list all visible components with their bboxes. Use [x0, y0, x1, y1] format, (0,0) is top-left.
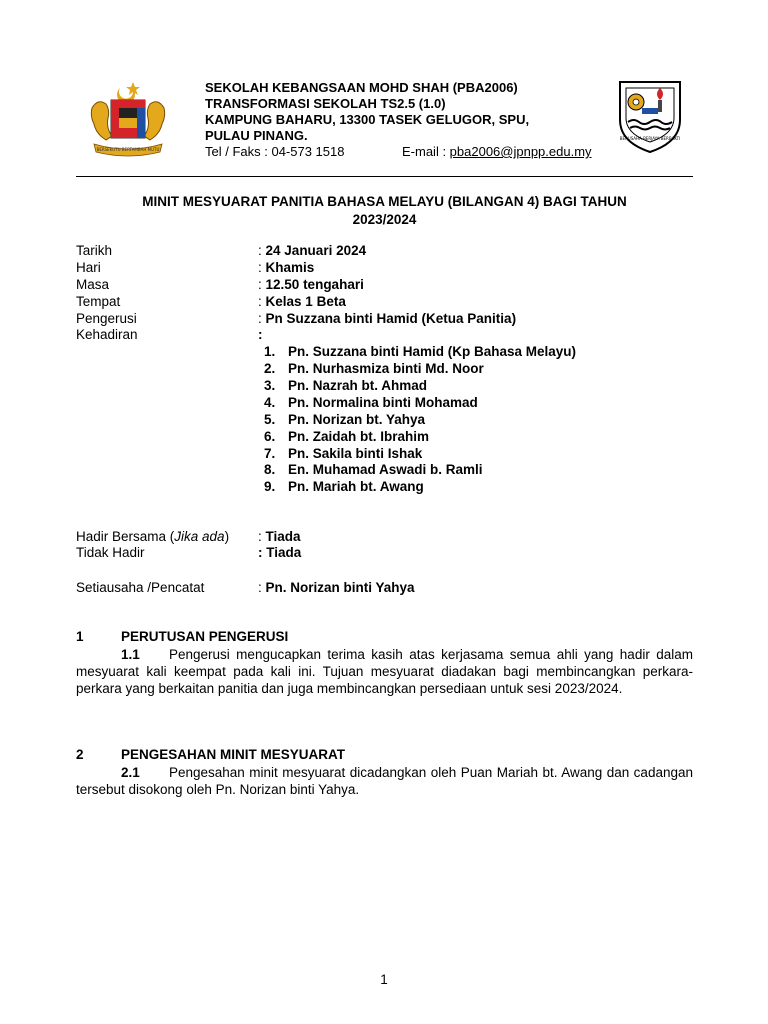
section-2-paragraph	[76, 764, 693, 798]
detail-row-setiausaha	[0, 580, 768, 597]
email-row	[402, 144, 592, 160]
hadir-bersama-italic: Jika ada	[174, 529, 225, 544]
attendance-name: En. Muhamad Aswadi b. Ramli	[288, 462, 483, 477]
separator: :	[258, 311, 262, 326]
setiausaha-label: Setiausaha /Pencatat	[76, 580, 205, 595]
program-name: TRANSFORMASI SEKOLAH TS2.5 (1.0)	[205, 96, 446, 111]
attendance-item	[264, 412, 425, 429]
section-2-1-number: 2.1	[121, 765, 140, 780]
tempat-value-wrap	[258, 294, 346, 311]
hadir-bersama-label	[76, 529, 229, 546]
hari-value-wrap	[258, 260, 314, 277]
detail-row-masa	[0, 277, 768, 294]
section-1-number: 1	[76, 629, 84, 644]
setiausaha-value: Pn. Norizan binti Yahya	[265, 580, 415, 595]
detail-row-kehadiran	[0, 327, 768, 344]
detail-row-hari	[0, 260, 768, 277]
attendance-name: Pn. Norizan bt. Yahya	[288, 412, 426, 427]
detail-row-hadir-bersama	[0, 529, 768, 546]
attendance-item	[264, 378, 427, 395]
attendance-name: Pn. Zaidah bt. Ibrahim	[288, 429, 430, 444]
tel-fax: Tel / Faks : 04-573 1518	[205, 144, 345, 159]
attendance-num: 6.	[264, 429, 276, 444]
attendance-num: 9.	[264, 479, 276, 494]
pengerusi-label: Pengerusi	[76, 311, 137, 326]
masa-value-wrap	[258, 277, 364, 294]
attendance-name: Pn. Nurhasmiza binti Md. Noor	[288, 361, 484, 376]
attendance-item	[264, 344, 576, 361]
attendance-name: Pn. Normalina binti Mohamad	[288, 395, 478, 410]
attendance-item	[264, 429, 429, 446]
header-divider	[76, 176, 693, 177]
tidak-hadir-value: : Tiada	[258, 545, 302, 560]
tarikh-value-wrap	[258, 243, 366, 260]
attendance-item	[264, 479, 424, 496]
detail-row-tidak-hadir	[0, 545, 768, 562]
tidak-hadir-label: Tidak Hadir	[76, 545, 145, 560]
separator: :	[258, 529, 262, 544]
school-crest-emblem	[612, 74, 688, 154]
tarikh-value: 24 Januari 2024	[265, 243, 367, 258]
separator: :	[258, 260, 262, 275]
kehadiran-label: Kehadiran	[76, 327, 138, 342]
masa-label: Masa	[76, 277, 110, 292]
page-number: 1	[380, 972, 388, 987]
section-1-title: PERUTUSAN PENGERUSI	[121, 629, 289, 644]
separator: :	[258, 243, 262, 258]
attendance-num: 7.	[264, 446, 276, 461]
email-label: E-mail :	[402, 144, 450, 159]
hari-value: Khamis	[265, 260, 315, 275]
section-1-1-text: Pengerusi mengucapkan terima kasih atas kerjasama semua ahli yang hadir dalam mesyuarat kali keempat pada kali ini. Tujuan mesyuarat diadakan bagi membincangkan perkara-perkara yang berkaitan panitia dan juga membincangkan persediaan untuk sesi 2023/2024.	[76, 647, 693, 696]
separator: :	[258, 294, 262, 309]
attendance-item	[264, 462, 483, 479]
pengerusi-value: Pn Suzzana binti Hamid (Ketua Panitia)	[265, 311, 517, 326]
detail-row-tarikh	[0, 243, 768, 260]
section-2-number: 2	[76, 747, 84, 762]
hadir-bersama-value-wrap	[258, 529, 301, 546]
minutes-title-line-1: MINIT MESYUARAT PANITIA BAHASA MELAYU (BILANGAN 4) BAGI TAHUN	[142, 194, 627, 209]
attendance-num: 4.	[264, 395, 276, 410]
detail-row-pengerusi	[0, 311, 768, 328]
section-1-1-number: 1.1	[121, 647, 140, 662]
section-2-1-text: Pengesahan minit mesyuarat dicadangkan oleh Puan Mariah bt. Awang dan cadangan tersebut disokong oleh Pn. Norizan binti Yahya.	[76, 765, 693, 797]
masa-value: 12.50 tengahari	[265, 277, 364, 292]
attendance-name: Pn. Suzzana binti Hamid (Kp Bahasa Melayu)	[288, 344, 577, 359]
school-name: SEKOLAH KEBANGSAAN MOHD SHAH (PBA2006)	[205, 80, 518, 95]
attendance-item	[264, 361, 484, 378]
hadir-bersama-label-text: Hadir Bersama (	[76, 529, 175, 544]
pengerusi-value-wrap	[258, 311, 516, 328]
address-line-1: KAMPUNG BAHARU, 13300 TASEK GELUGOR, SPU,	[205, 112, 530, 127]
attendance-name: Pn. Sakila binti Ishak	[288, 446, 423, 461]
kehadiran-separator: :	[258, 327, 263, 342]
section-1-paragraph	[76, 646, 693, 697]
attendance-name: Pn. Nazrah bt. Ahmad	[288, 378, 428, 393]
hadir-bersama-close: )	[224, 529, 230, 544]
hari-label: Hari	[76, 260, 101, 275]
attendance-item	[264, 446, 422, 463]
tarikh-label: Tarikh	[76, 243, 113, 258]
section-2-title: PENGESAHAN MINIT MESYUARAT	[121, 747, 346, 762]
email-link[interactable]: pba2006@jpnpp.edu.my	[449, 144, 592, 159]
attendance-name: Pn. Mariah bt. Awang	[288, 479, 424, 494]
minutes-title-line-2: 2023/2024	[352, 212, 417, 227]
attendance-num: 8.	[264, 462, 276, 477]
attendance-num: 1.	[264, 344, 276, 359]
svg-text:BERUSAHA BERJAYA BERBAKTI: BERUSAHA BERJAYA BERBAKTI	[619, 136, 681, 141]
tempat-value: Kelas 1 Beta	[265, 294, 346, 309]
setiausaha-value-wrap	[258, 580, 415, 597]
attendance-num: 3.	[264, 378, 276, 393]
address-line-2: PULAU PINANG.	[205, 128, 308, 143]
attendance-item	[264, 395, 478, 412]
hadir-bersama-value: Tiada	[265, 529, 301, 544]
coat-of-arms-emblem	[86, 78, 170, 158]
attendance-num: 5.	[264, 412, 276, 427]
attendance-num: 2.	[264, 361, 276, 376]
detail-row-tempat	[0, 294, 768, 311]
separator: :	[258, 277, 262, 292]
tempat-label: Tempat	[76, 294, 121, 309]
svg-text:BERSEKUTU BERTAMBAH MUTU: BERSEKUTU BERTAMBAH MUTU	[96, 147, 160, 152]
separator: :	[258, 580, 262, 595]
